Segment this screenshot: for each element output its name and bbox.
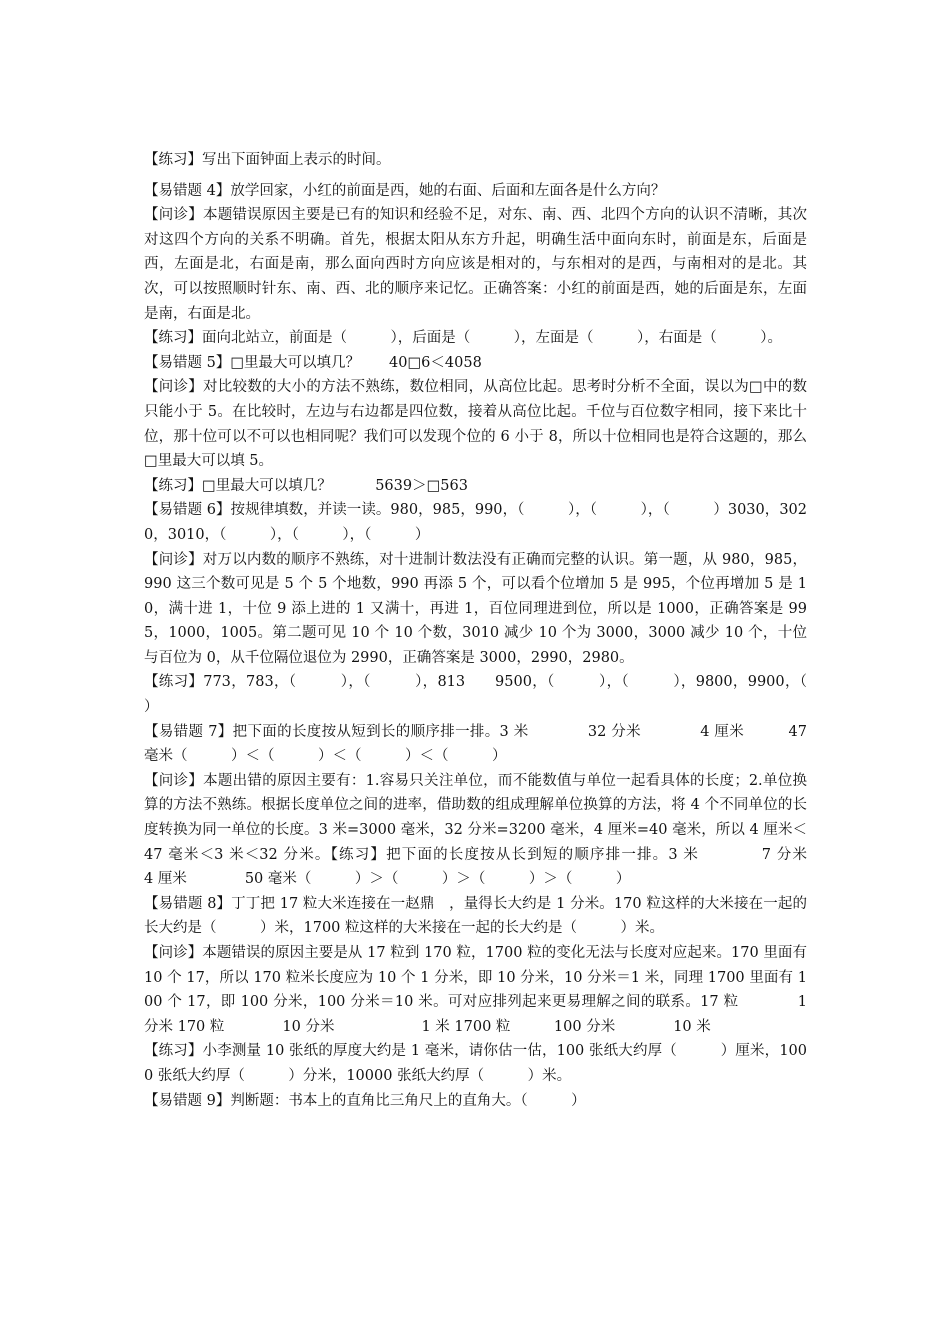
problem-7-diagnosis: 【问诊】本题出错的原因主要有：1.容易只关注单位，而不能数值与单位一起看具体的长度；2.单位换算的方法不熟练。根据长度单位之间的进率，借助数的组成理解单位换算的方法，将 4 个不同单位的长度转换为同一单位的长度。3 米=3000 毫米，32 分米=3200 毫米，4 厘米=40 毫米，所以 4 厘米＜47 毫米＜3 米＜32 分米。【练习】把下面的长度按从长到短的顺序排一排。3 米 7 分米 4 厘米 50 毫米（ ）＞（ ）＞（ ）＞（ ）: [144, 772, 865, 888]
problem-4-question: 【易错题 4】放学回家，小红的前面是西，她的右面、后面和左面各是什么方向？: [144, 182, 666, 199]
problem-6-question: 【易错题 6】按规律填数，并读一读。980，985，990，（ ），（ ），（ ）3030，3020，3010，（ ），（ ），（ ）: [144, 502, 807, 543]
practice-number-sequence: 【练习】773，783，（ ），（ ），813 9500，（ ），（ ），9800，9900，（ ）: [144, 674, 851, 716]
problem-6-diagnosis: 【问诊】对万以内数的顺序不熟练，对十进制计数法没有正确而完整的认识。第一题，从 980，985，990 这三个数可见是 5 个 5 个地数，990 再添 5 个，可以看个位增加 5 是 995，个位再增加 5 是 10，满十进 1，十位 9 添上进的 1 又满十，再进 1，百位同理进到位，所以是 1000，正确答案是 995，1000，1005。第二题可见 10 个 10 个数，3010 减少 10 个为 3000，3000 减少 10 个，十位与百位为 0，从千位隔位退位为 2990，正确答案是 3000，2990，2980。: [144, 551, 807, 666]
document-body: [144, 148, 865, 1113]
problem-9-question: 【易错题 9】判断题：书本上的直角比三角尺上的直角大。（ ）: [144, 1092, 586, 1109]
practice-directions: 【练习】面向北站立，前面是（ ），后面是（ ），左面是（ ），右面是（ ）。: [144, 330, 782, 347]
problem-5-question: 【易错题 5】□里最大可以填几？ 40□6＜4058: [144, 354, 482, 371]
problem-4-diagnosis: 【问诊】本题错误原因主要是已有的知识和经验不足，对东、南、西、北四个方向的认识不清晰，其次对这四个方向的关系不明确。首先，根据太阳从东方升起，明确生活中面向东时，前面是东，后面是西，左面是北，右面是南，那么面向西时方向应该是相对的，与东相对的是西，与南相对的是北。其次，可以按照顺时针东、南、西、北的顺序来记忆。正确答案：小红的前面是西，她的后面是东，左面是南，右面是北。: [144, 207, 807, 322]
practice-compare-numbers: 【练习】□里最大可以填几？ 5639＞□563: [144, 477, 468, 494]
problem-7-question: 【易错题 7】把下面的长度按从短到长的顺序排一排。3 米 32 分米 4 厘米 47 毫米（ ）＜（ ）＜（ ）＜（ ）: [144, 723, 807, 765]
practice-paper-thickness: 【练习】小李测量 10 张纸的厚度大约是 1 毫米，请你估一估，100 张纸大约厚（ ）厘米，1000 张纸大约厚（ ）分米，10000 张纸大约厚（ ）米。: [144, 1043, 807, 1084]
problem-8-diagnosis: 【问诊】本题错误的原因主要是从 17 粒到 170 粒，1700 粒的变化无法与长度对应起来。170 里面有 10 个 17，所以 170 粒米长度应为 10 个 1 分米，即 10 分米，10 分米＝1 米，同理 1700 里面有 100 个 17，即 100 分米，100 分米＝10 米。可对应排列起来更易理解之间的联系。17 粒 1 分米 170 粒 10 分米 1 米 1700 粒 100 分米 10 米: [144, 945, 807, 1035]
problem-5-diagnosis: 【问诊】对比较数的大小的方法不熟练，数位相同，从高位比起。思考时分析不全面，误以为□中的数只能小于 5。在比较时，左边与右边都是四位数，接着从高位比起。千位与百位数字相同，接下来比十位，那十位可以不可以也相同呢？我们可以发现个位的 6 小于 8，所以十位相同也是符合这题的，那么□里最大可以填 5。: [144, 379, 807, 470]
problem-8-question: 【易错题 8】丁丁把 17 粒大米连接在一赵鼎 ，量得长大约是 1 分米。170 粒这样的大米接在一起的长大约是（ ）米，1700 粒这样的大米接在一起的长大约是（ ）米。: [144, 895, 807, 937]
practice-clock-time: 【练习】写出下面钟面上表示的时间。: [144, 152, 391, 168]
